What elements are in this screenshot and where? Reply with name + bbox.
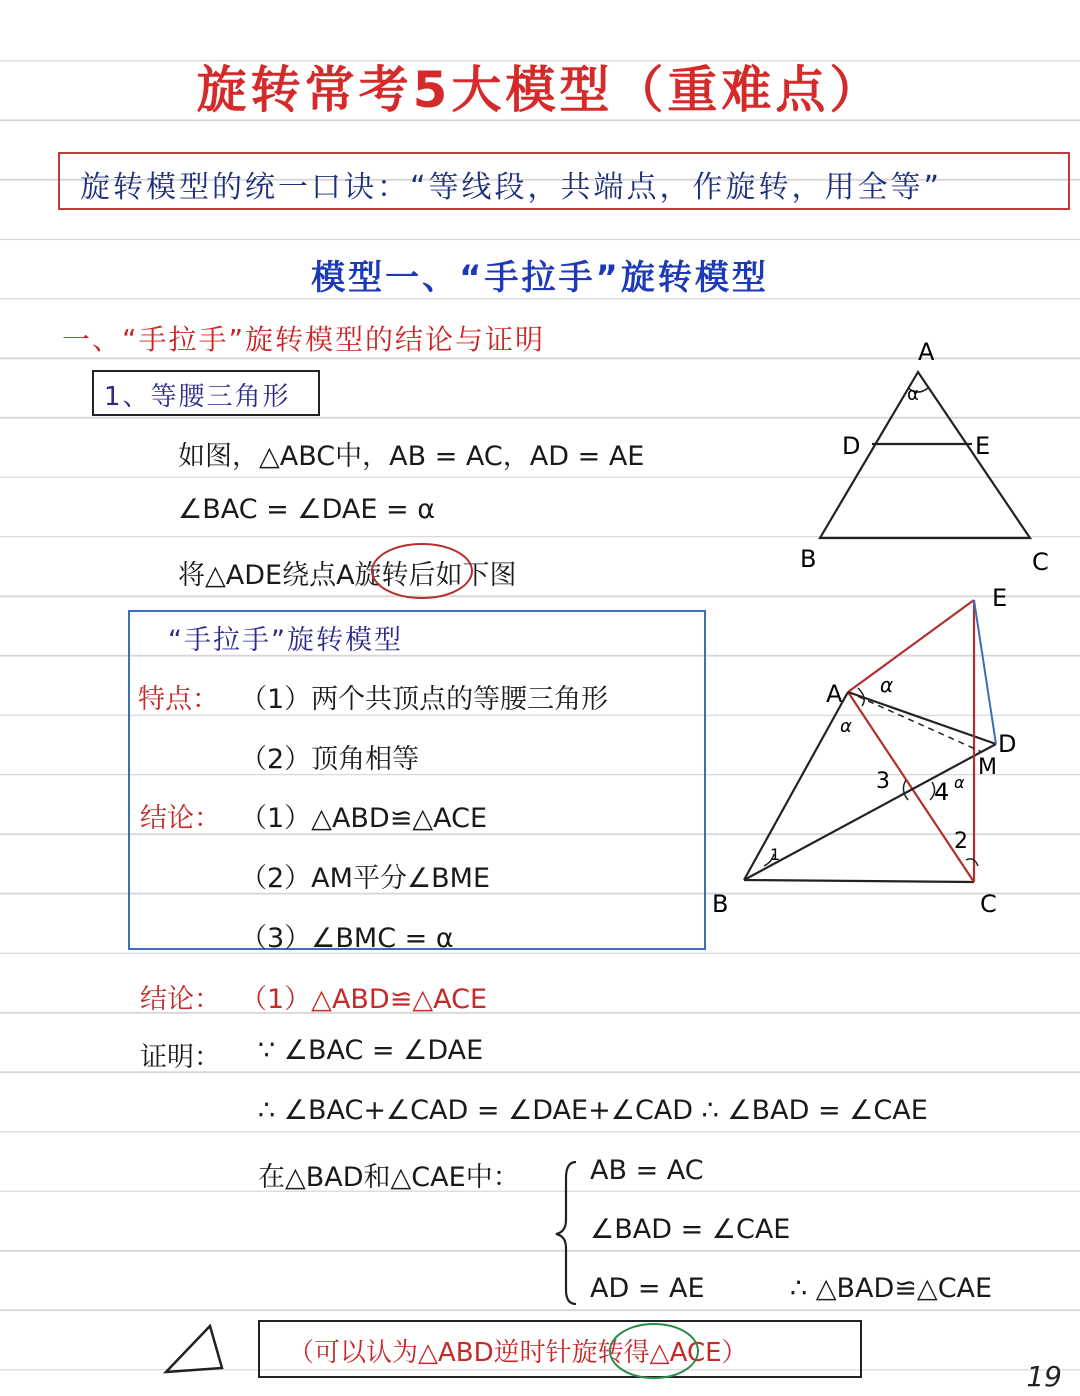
model-title: 模型一、“手拉手”旋转模型 (311, 258, 769, 298)
proof-conclusion-text: （1）△ABD≌△ACE (240, 984, 488, 1015)
fig2-label-d: D (998, 730, 1017, 758)
fig1-label-e: E (975, 432, 991, 460)
fig2-label-c: C (980, 890, 997, 918)
brace-line-2: ∠BAD = ∠CAE (590, 1214, 791, 1245)
feature-2: （2）顶角相等 (240, 744, 420, 775)
figure-hand-in-hand (700, 580, 1070, 920)
feature-box (128, 610, 706, 950)
fig2-label-4: 4 (934, 778, 950, 806)
features-label: 特点： (138, 684, 219, 715)
fig1-label-b: B (800, 545, 817, 573)
note-text: （可以认为△ABD逆时针旋转得△ACE） (288, 1338, 748, 1368)
fig2-label-e: E (992, 584, 1008, 612)
conclusion-1: （1）△ABD≌△ACE (240, 803, 488, 834)
rotate-circle-mark (370, 543, 480, 603)
proof-step-1: ∵ ∠BAC = ∠DAE (258, 1035, 484, 1066)
proof-therefore: ∴ △BAD≌△CAE (790, 1273, 993, 1304)
brace-line-3: AD = AE (590, 1273, 705, 1304)
given-line-3: 将△ADE绕点A旋转后如下图 (178, 560, 517, 591)
fig2-label-b: B (712, 890, 729, 918)
fig1-label-a: A (918, 338, 935, 366)
given-line-2: ∠BAC = ∠DAE = α (178, 494, 436, 525)
fig2-label-3: 3 (876, 769, 890, 794)
motto-text: 旋转模型的统一口诀：“等线段，共端点，作旋转，用全等” (80, 170, 943, 205)
page-title: 旋转常考5大模型（重难点） (196, 61, 884, 119)
figure-isosceles-triangle (780, 330, 1070, 590)
fig2-label-a: A (826, 680, 843, 708)
fig2-label-alpha-3: α (954, 773, 965, 792)
triangle-icon (160, 1322, 226, 1376)
section-heading: 一、“手拉手”旋转模型的结论与证明 (62, 323, 546, 356)
conclusion-3: （3）∠BMC = α (240, 923, 454, 954)
proof-step-2: ∴ ∠BAC+∠CAD = ∠DAE+∠CAD ∴ ∠BAD = ∠CAE (258, 1095, 928, 1126)
conclusions-label: 结论： (140, 803, 221, 834)
brace-line-1: AB = AC (590, 1155, 704, 1186)
rotate-circle-mark-2 (606, 1320, 702, 1382)
fig2-label-2: 2 (954, 829, 968, 854)
fig2-label-alpha-2: α (840, 716, 852, 737)
subsection-heading: 1、等腰三角形 (104, 382, 291, 412)
fig1-label-d: D (842, 432, 861, 460)
fig2-label-1: 1 (770, 845, 781, 864)
proof-label: 证明： (140, 1042, 221, 1073)
proof-step-3-lead: 在△BAD和△CAE中： (258, 1162, 520, 1193)
fig1-label-c: C (1032, 548, 1049, 576)
fig2-label-m: M (978, 755, 997, 780)
fig1-label-alpha: α (907, 384, 919, 405)
feature-box-title: “手拉手”旋转模型 (168, 625, 403, 656)
curly-brace (552, 1158, 582, 1308)
page-number: 19 (1026, 1360, 1062, 1393)
given-line-1: 如图，△ABC中，AB = AC，AD = AE (178, 441, 645, 472)
feature-1: （1）两个共顶点的等腰三角形 (240, 684, 609, 715)
conclusion-2: （2）AM平分∠BME (240, 863, 491, 894)
fig2-label-alpha-1: α (880, 673, 894, 697)
proof-conclusion-label: 结论： (140, 984, 221, 1015)
